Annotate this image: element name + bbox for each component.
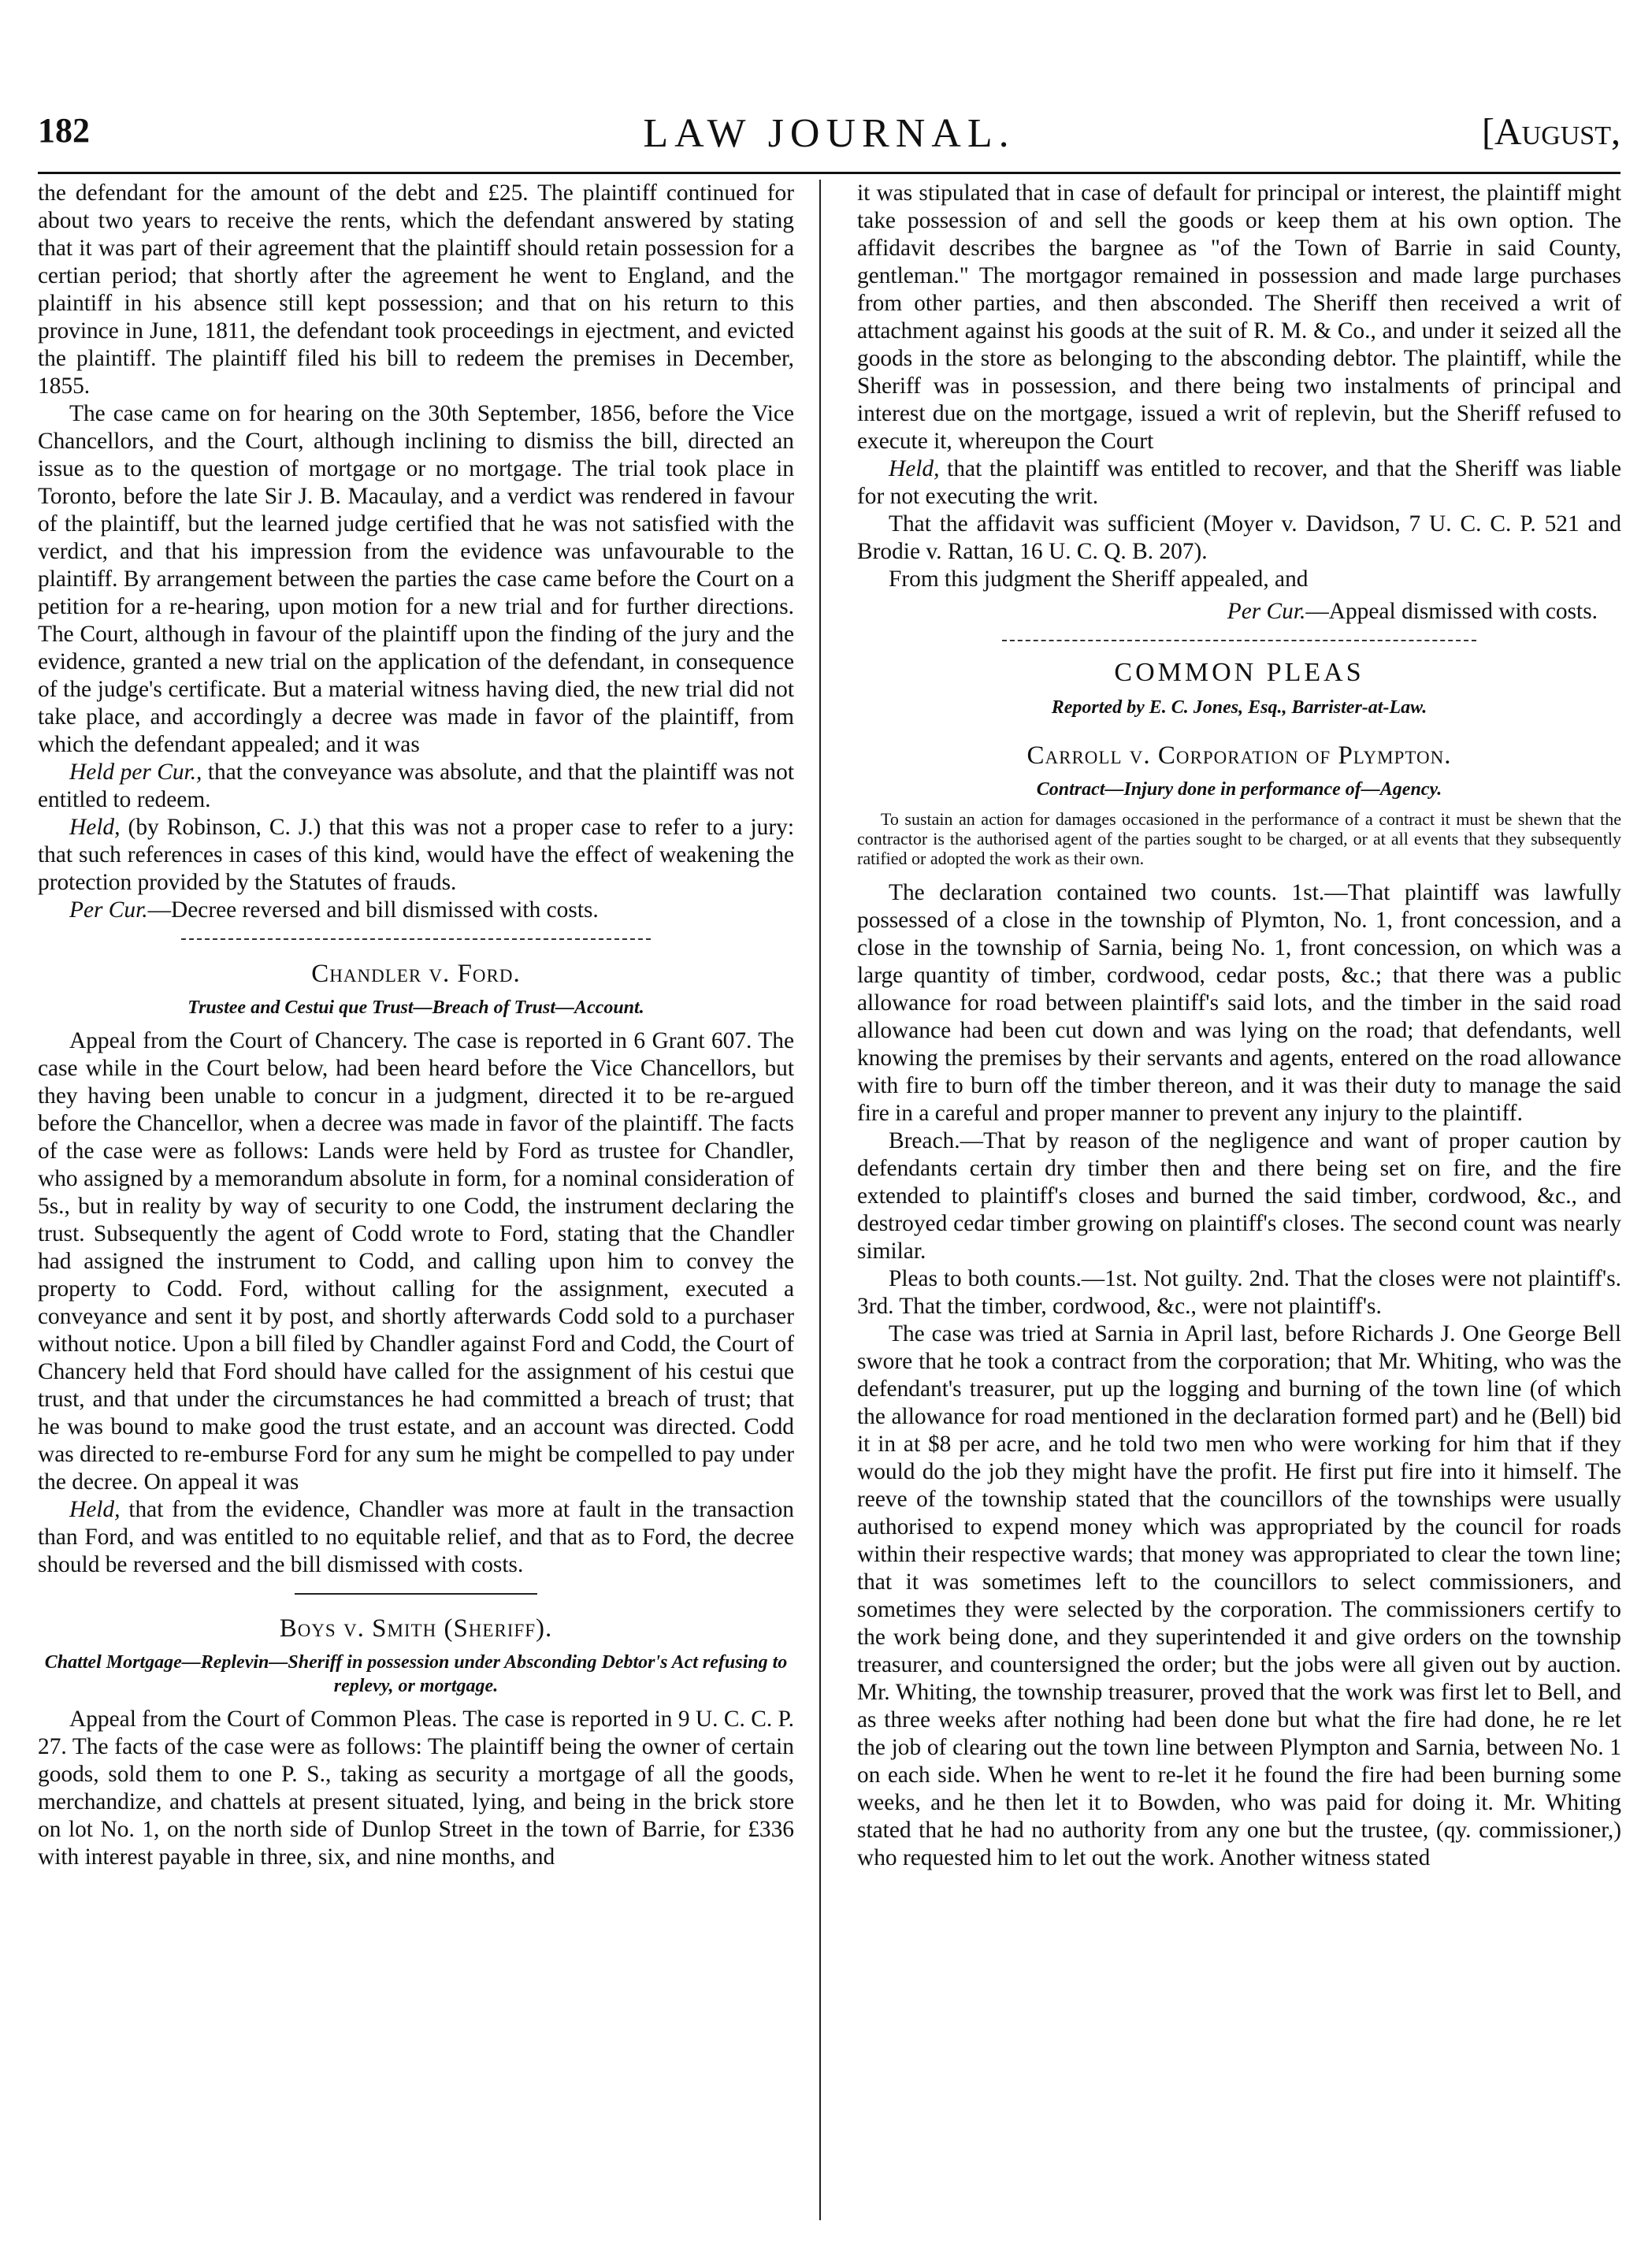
case-title: Carroll v. Corporation of Plympton. <box>1026 741 1452 770</box>
per-cur-paragraph <box>38 897 794 924</box>
right-column <box>857 180 1621 1872</box>
paragraph: From this judgment the Sheriff appealed, and <box>889 566 1309 592</box>
per-cur-text: —Decree reversed and bill dismissed with costs. <box>147 897 599 923</box>
case-separator <box>295 1593 536 1595</box>
held-text: that the plaintiff was entitled to recover, and that the Sheriff was liable for not executing the writ. <box>857 456 1621 509</box>
paragraph: Breach.—That by reason of the negligence and want of proper caution by defendants certain dry timber then and there being set on fire, and the fire extended to plaintiff's closes and burned the said timber, cordwood, &c., and destroyed cedar timber growing on plaintiff's closes. The second count was nearly similar. <box>857 1128 1621 1264</box>
journal-title: LAW JOURNAL. <box>643 111 1015 156</box>
case-subtitle: Chattel Mortgage—Replevin—Sheriff in possession under Absconding Debtor's Act refusing to replevy, or mortgage. <box>44 1652 788 1696</box>
section-separator <box>1002 640 1476 641</box>
paragraph: Pleas to both counts.—1st. Not guilty. 2nd. That the closes were not plaintiff's. 3rd. That the timber, cordwood, &c., were not plaintiff's. <box>857 1266 1621 1319</box>
case-subtitle: Contract—Injury done in performance of—Agency. <box>1036 779 1442 800</box>
case-title: Boys v. Smith (Sheriff). <box>279 1614 553 1643</box>
header-rule <box>38 172 1620 174</box>
header-month: [August, <box>1482 111 1620 153</box>
paragraph: Appeal from the Court of Common Pleas. The case is reported in 9 U. C. C. P. 27. The facts of the case were as follows: The plaintiff being the owner of certain goods, sold them to one P. S., taking as security a mortgage of all the goods, merchandize, and chattels at present situated, lying, and being in the brick store on lot No. 1, on the north side of Dunlop Street in the town of Barrie, for £336 with interest payable in three, six, and nine months, and <box>38 1707 794 1870</box>
left-column <box>38 180 794 1871</box>
page-number: 182 <box>38 111 90 150</box>
held-lead: Held, <box>69 1497 121 1522</box>
per-cur-paragraph <box>857 598 1621 626</box>
paragraph: The case was tried at Sarnia in April last, before Richards J. One George Bell swore that he took a contract from the corporation; that Mr. Whiting, who was the defendant's treasurer, put up the logging and burning of the town line (of which the allowance for road mentioned in the declaration formed part) and he (Bell) bid it in at $8 per acre, and he told two men who were working for him that if they would do the job they might have the profit. He first put fire into it himself. The reeve of the township stated that the councillors of the townships were usually authorised to expend money which was appropriated by the council for roads within their respective wards; that money was appropriated to clear the town line; that it was sometimes left to the councillors to select commissioners, and sometimes they were selected by the corporation. The commissioners certify to the work being done, and they superintended it and give orders on the township treasurer, and countersigned the order; but the jobs were all given out by auction. Mr. Whiting, the township treasurer, proved that the work was first let to Bell, and as three weeks after nothing had been done but what the fire had done, he re let the job of clearing out the town line between Plympton and Sarnia, between No. 1 on each side. When he went to re-let it he found the fire had been burning some weeks, and he then let it to Bowden, who was paid for doing it. Mr. Whiting stated that he had no authority from any one but the trustee, (qy. commissioner,) who requested him to let out the work. Another witness stated <box>857 1321 1621 1870</box>
held-paragraph <box>38 1496 794 1579</box>
held-paragraph <box>38 759 794 814</box>
held-paragraph <box>857 455 1621 511</box>
headnote: To sustain an action for damages occasioned in the performance of a contract it must be shewn that the contractor is the authorised agent of the parties sought to be charged, or at all events that they subsequently ratified or adopted the work as their own. <box>857 809 1621 868</box>
paragraph: That the affidavit was sufficient (Moyer v. Davidson, 7 U. C. C. P. 521 and Brodie v. Rattan, 16 U. C. Q. B. 207). <box>857 511 1621 564</box>
paragraph: The declaration contained two counts. 1st.—That plaintiff was lawfully possessed of a close in the township of Plymton, No. 1, front concession, and a close in the township of Sarnia, being No. 1, front concession, on which was a large quantity of timber, cordwood, cedar posts, &c.; that there was a public allowance for road between plaintiff's said lots, and the timber in the said road allowance had been cut down and was lying on the road; that defendants, well knowing the premises by their servants and agents, entered on the road allowance with fire to burn off the timber thereon, and it was their duty to manage the said fire in a careful and proper manner to prevent any injury to the plaintiff. <box>857 880 1621 1126</box>
section-title: COMMON PLEAS <box>1114 658 1364 687</box>
page-header <box>38 110 1620 165</box>
per-cur-lead: Per Cur. <box>69 897 148 923</box>
paragraph: the defendant for the amount of the debt and £25. The plaintiff continued for about two years to receive the rents, which the defendant answered by stating that it was part of their agreement that the plaintiff should retain possession for a certian period; that shortly after the agreement he went to England, and the plaintiff in his absence still kept possession; and that on his return to this province in June, 1811, the defendant took proceedings in ejectment, and evicted the plaintiff. The plaintiff filed his bill to redeem the premises in December, 1855. <box>38 180 794 399</box>
held-lead: Held, <box>889 456 940 481</box>
paragraph: Appeal from the Court of Chancery. The case is reported in 6 Grant 607. The case while in the Court below, had been heard before the Vice Chancellors, but they having been unable to concur in a judgment, directed it to be re-argued before the Chancellor, when a decree was made in favor of the plaintiff. The facts of the case were as follows: Lands were held by Ford as trustee for Chandler, who assigned by a memorandum absolute in form, for a nominal consideration of 5s., but in reality by way of security to one Codd, the instrument declaring the trust. Subsequently the agent of Codd wrote to Ford, stating that the Chandler had assigned the instrument to Codd, and calling upon him to convey the property to Codd. Ford, without calling for the assignment, executed a conveyance and sent it by post, and shortly afterwards Codd sold to a purchaser without notice. Upon a bill filed by Chandler against Ford and Codd, the Court of Chancery held that Ford should have called for the assignment of his cestui que trust, and that under the circumstances he had committed a breach of trust; that he was bound to make good the trust estate, and an account was directed. Codd was directed to re-emburse Ford for any sum he might be compelled to pay under the decree. On appeal it was <box>38 1028 794 1495</box>
case-title: Chandler v. Ford. <box>311 960 521 988</box>
held-paragraph <box>38 814 794 897</box>
held-text: that the conveyance was absolute, and that the plaintiff was not entitled to redeem. <box>38 760 794 812</box>
paragraph: The case came on for hearing on the 30th September, 1856, before the Vice Chancellors, and the Court, although inclining to dismiss the bill, directed an issue as to the question of mortgage or no mortgage. The trial took place in Toronto, before the late Sir J. B. Macaulay, and a verdict was rendered in favour of the plaintiff, but the learned judge certified that he was not satisfied with the verdict, and that his impression from the evidence was unfavourable to the plaintiff. By arrangement between the parties the case came before the Court on a petition for a re-hearing, upon motion for a new trial and for further directions. The Court, although in favour of the plaintiff upon the finding of the jury and the evidence, granted a new trial on the application of the defendant, in consequence of the judge's certificate. But a material witness having died, the new trial did not take place, and accordingly a decree was made in favor of the plaintiff, from which the defendant appealed; and it was <box>38 401 794 757</box>
paragraph: it was stipulated that in case of default for principal or interest, the plaintiff might take possession of and sell the goods or keep them at his own option. The affidavit describes the bargnee as "of the Town of Barrie in said County, gentleman." The mortgagor remained in possession and made large purchases from other parties, and then absconded. The Sheriff then received a writ of attachment against his goods at the suit of R. M. & Co., and under it seized all the goods in the store as belonging to the absconding debtor. The plaintiff, while the Sheriff was in possession, and there being two instalments of principal and interest due on the mortgage, issued a writ of replevin, but the Sheriff refused to execute it, whereupon the Court <box>857 180 1621 454</box>
held-text: that from the evidence, Chandler was more at fault in the transaction than Ford, and was entitled to no equitable relief, and that as to Ford, the decree should be reversed and the bill dismissed with costs. <box>38 1497 794 1577</box>
per-cur-lead: Per Cur. <box>1227 599 1306 624</box>
column-divider <box>819 180 821 2220</box>
held-lead: Held per Cur., <box>69 760 202 785</box>
case-subtitle: Trustee and Cestui que Trust—Breach of Trust—Account. <box>187 997 644 1018</box>
case-separator <box>181 938 650 940</box>
held-lead: Held, <box>69 815 121 840</box>
held-text: (by Robinson, C. J.) that this was not a proper case to refer to a jury: that such references in cases of this kind, would have the effect of weakening the protection provided by the Statutes of frauds. <box>38 815 794 895</box>
reporter-line: Reported by E. C. Jones, Esq., Barrister-at-Law. <box>1051 697 1427 718</box>
per-cur-text: —Appeal dismissed with costs. <box>1305 599 1598 624</box>
